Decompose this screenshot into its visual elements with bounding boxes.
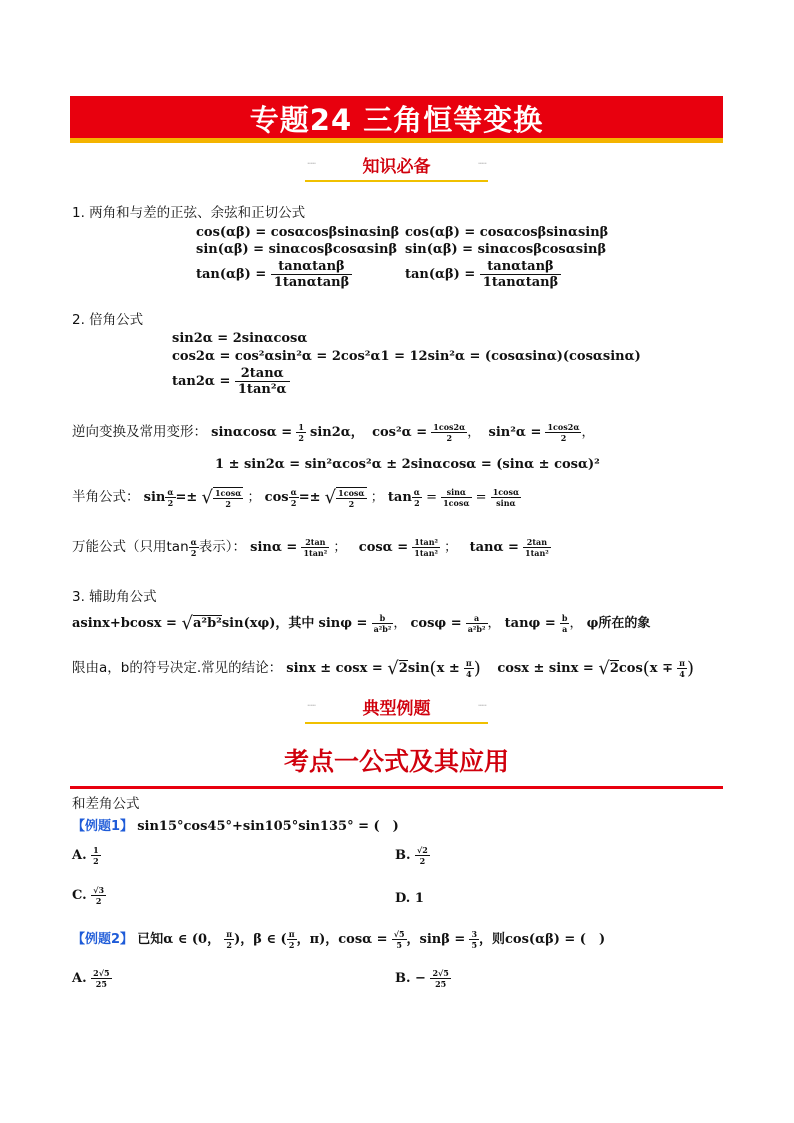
section-title: 典型例题: [362, 699, 431, 719]
formula-lhs: tanα =: [469, 540, 519, 555]
formula-rhs: sin(xφ)，其中: [221, 616, 315, 631]
fraction: [466, 613, 488, 634]
numerator: α: [290, 487, 297, 497]
numerator: π: [288, 929, 295, 939]
numerator: √5: [393, 929, 405, 939]
formula-cos-sum: cos(αβ) = cosαcosβsinαsinβ: [196, 225, 400, 240]
question-part: 已知α ∈ (0，: [137, 932, 221, 947]
numerator: 1cosα: [214, 487, 242, 498]
example-label: 【例题1】: [72, 819, 134, 834]
fraction: [491, 487, 521, 508]
fraction: [224, 929, 234, 950]
section-header-examples: [305, 694, 488, 724]
argument: x ∓: [649, 661, 673, 676]
option-b[interactable]: [395, 845, 430, 866]
formula-sin2a: sin2α = 2sinαcosα: [172, 331, 308, 346]
numerator: 2tanα: [235, 366, 290, 382]
denominator: 25: [95, 979, 107, 989]
formula-tan-diff: [405, 259, 561, 290]
separator: ；: [333, 540, 347, 555]
example-label: 【例题2】: [72, 932, 134, 947]
paren: ): [473, 658, 481, 679]
label: 半角公式：: [72, 489, 140, 505]
separator: ；: [370, 490, 384, 505]
numerator: 3: [471, 929, 478, 939]
reverse-transforms-line: 逆向变换及常用变形： sinαcosα = $\frac{1}{2}$ sin2α， cos²α = $\frac{1\cos 2\alpha}{2}$ ， sin²α = $\frac{1\cos 2\alpha}{2}$ ，: [72, 422, 595, 443]
formula-sin-sum: sin(αβ) = sinαcosβcosαsinβ: [196, 242, 398, 257]
denominator: 1tan²: [303, 548, 328, 558]
formula-lhs: sinφ =: [318, 616, 368, 631]
numerator: α: [413, 487, 420, 497]
formula-lhs: cosφ =: [410, 616, 462, 631]
formula-lhs: sinx ± cosx =: [286, 661, 388, 676]
numerator: 1cosα: [492, 487, 520, 497]
separator: ；: [444, 540, 458, 555]
formula-lhs: sinα =: [250, 540, 298, 555]
universal-formula-line: [72, 535, 551, 558]
question-part: ，sinβ =: [406, 932, 466, 947]
formula-lhs: cos: [264, 490, 289, 505]
fraction: [287, 929, 297, 950]
radicand: 2: [398, 661, 408, 676]
denominator: a²b²: [373, 624, 392, 634]
option-letter: A.: [72, 971, 87, 986]
aux-conclusion-line: [72, 656, 694, 679]
formula-lhs: tan: [387, 490, 412, 505]
equals-plus-minus: =±: [298, 490, 321, 505]
option-a[interactable]: [72, 968, 112, 989]
option-a[interactable]: [72, 845, 101, 866]
denominator: 2: [290, 498, 297, 508]
label-end: 表示）：: [198, 539, 247, 555]
aux-angle-line: asinx+bcosx = √a²b²sin(xφ)，其中 sinφ = $\frac{b}{\text{a²b²}}$ ， cosφ = $\frac{a}{\text{a²b²}}$ ， tanφ = $\frac{b}{a}$ ， φ所在的象: [72, 613, 651, 634]
option-d[interactable]: D. 1: [395, 891, 424, 906]
formula-tan2a: [172, 366, 290, 397]
numerator: b: [561, 613, 568, 623]
fraction: [523, 537, 551, 558]
denominator: 1tanαtanβ: [273, 275, 350, 290]
fraction: [431, 422, 467, 443]
denominator: 2: [414, 498, 420, 508]
fraction: [412, 487, 422, 508]
denominator: a: [562, 624, 568, 634]
topic-heading: [70, 742, 723, 789]
numerator: π: [465, 658, 472, 668]
fraction: [189, 537, 199, 558]
denominator: 2: [190, 548, 197, 558]
function-name: sin: [407, 661, 430, 676]
fraction: [677, 658, 687, 679]
formula-tan-sum: [196, 259, 352, 290]
example-1: [72, 815, 399, 834]
example-2: [72, 928, 605, 950]
denominator: 2: [298, 433, 304, 443]
fraction: [91, 968, 111, 989]
numerator: 2√5: [93, 968, 110, 978]
denominator: 1tan²: [525, 548, 549, 558]
numerator: 1tan²: [414, 537, 439, 547]
numerator: 2tan: [301, 537, 329, 548]
radical-sign: √: [201, 487, 213, 508]
decorative-dots-right: ·····: [477, 702, 486, 710]
decorative-dots-right: ·····: [477, 160, 486, 168]
denominator: 2: [167, 498, 174, 508]
numerator: 1cos2α: [547, 422, 580, 432]
formula-lhs: tan(αβ) =: [196, 267, 267, 282]
denominator: 1tan²: [414, 548, 439, 558]
fraction: [289, 487, 299, 508]
formula-identity: 1 ± sin2α = sin²αcos²α ± 2sinαcosα = (sinα ± cosα)²: [215, 457, 600, 472]
denominator: sinα: [496, 498, 516, 508]
fraction: [271, 259, 352, 290]
formula-rhs: sin2α，: [310, 425, 364, 440]
tail-text: φ所在的象: [586, 616, 651, 631]
fraction: [296, 422, 306, 443]
fraction: [480, 259, 561, 290]
numerator: sinα: [441, 487, 471, 498]
question-part: )，β ∈ (: [234, 932, 287, 947]
numerator: α: [167, 487, 174, 497]
radical-sign: √: [598, 658, 610, 679]
fraction: [336, 487, 366, 509]
denominator: 1cosα: [443, 498, 470, 508]
numerator: π: [679, 658, 685, 668]
formula-lhs: asinx+bcosx =: [72, 616, 182, 631]
fraction: [392, 929, 407, 950]
numerator: 1cosα: [338, 487, 365, 498]
function-name: cos: [618, 661, 643, 676]
denominator: 1tan²α: [237, 382, 287, 397]
question-part: ，则cos(αβ) = ( ): [479, 932, 606, 947]
topic-title: 考点一公式及其应用: [283, 747, 509, 776]
option-letter: B.: [395, 848, 411, 863]
radical-sign: √: [387, 658, 399, 679]
label: 逆向变换及常用变形：: [72, 424, 207, 440]
denominator: 2: [288, 940, 295, 950]
numerator: a: [466, 613, 488, 624]
formula-lhs: tanφ =: [504, 616, 556, 631]
numerator: √2: [417, 845, 428, 855]
denominator: 4: [679, 669, 685, 679]
denominator: 2: [419, 856, 426, 866]
denominator: 2: [226, 940, 232, 950]
numerator: b: [372, 613, 394, 624]
label: 万能公式（只用tan: [72, 539, 189, 555]
numerator: π: [226, 929, 233, 939]
denominator: 4: [466, 669, 472, 679]
formula-lhs: tan(αβ) =: [405, 267, 476, 282]
formula-lhs: sinαcosα =: [211, 425, 293, 440]
argument: x ±: [436, 661, 460, 676]
fraction: [165, 487, 175, 508]
option-c[interactable]: [72, 885, 106, 906]
denominator: 5: [471, 940, 478, 950]
separator: ；: [247, 490, 261, 505]
paren: (: [429, 658, 437, 679]
denominator: 2: [225, 498, 231, 509]
decorative-dots-left: ·····: [307, 160, 316, 168]
fraction: [235, 366, 290, 397]
formula-sin-diff: sin(αβ) = sinαcosβcosαsinβ: [405, 242, 607, 257]
denominator: 2: [93, 856, 99, 866]
option-letter: A.: [72, 848, 87, 863]
title-banner: [70, 96, 723, 143]
fraction: [301, 537, 329, 558]
sub-topic: 和差角公式: [72, 796, 140, 812]
fraction: [415, 845, 430, 866]
radical-sign: √: [181, 613, 193, 634]
fraction: [372, 613, 394, 634]
formula-lhs: cos²α =: [372, 425, 428, 440]
denominator: 2: [95, 896, 102, 906]
item-heading: 2. 倍角公式: [72, 312, 144, 328]
item-heading: 3. 辅助角公式: [72, 589, 157, 605]
decorative-dots-left: ·····: [307, 702, 316, 710]
formula-cos2a: cos2α = cos²αsin²α = 2cos²α1 = 12sin²α = (cosαsinα)(cosαsinα): [172, 349, 641, 364]
numerator: α: [190, 537, 197, 547]
formula-lhs: cosα =: [358, 540, 409, 555]
fraction: [545, 422, 581, 443]
numerator: 1: [298, 422, 304, 432]
label: 限由a，b的符号决定.常见的结论：: [72, 660, 283, 676]
fraction: [469, 929, 479, 950]
option-letter: B. −: [395, 971, 426, 986]
option-b[interactable]: [395, 968, 451, 989]
numerator: 1: [93, 845, 99, 855]
denominator: 1tanαtanβ: [482, 275, 559, 290]
denominator: 2: [560, 433, 567, 443]
numerator: 1cos2α: [433, 422, 466, 432]
fraction: [441, 487, 471, 508]
radicand: a²b²: [192, 616, 222, 631]
fraction: [560, 613, 570, 634]
section-title: 知识必备: [362, 157, 431, 177]
formula-lhs: sin: [143, 490, 166, 505]
page-title: 专题24 三角恒等变换: [249, 103, 544, 137]
paren: ): [686, 658, 694, 679]
fraction: [213, 487, 243, 509]
numerator: 2√5: [432, 968, 449, 978]
formula-lhs: cosx ± sinx =: [497, 661, 599, 676]
denominator: 25: [435, 979, 447, 989]
denominator: a²b²: [467, 624, 486, 634]
radicand: 2: [609, 661, 619, 676]
fraction: [91, 845, 101, 866]
denominator: 2: [348, 498, 355, 509]
fraction: [412, 537, 440, 558]
denominator: 5: [396, 940, 402, 950]
fraction: [91, 885, 106, 906]
question-part: ，π)，cosα =: [296, 932, 388, 947]
numerator: tanαtanβ: [271, 259, 352, 275]
formula-cos-diff: cos(αβ) = cosαcosβsinαsinβ: [405, 225, 609, 240]
formula-lhs: tan2α =: [172, 374, 231, 389]
equals-plus-minus: =±: [175, 490, 198, 505]
option-letter: C.: [72, 888, 87, 903]
formula-lhs: sin²α =: [488, 425, 542, 440]
fraction: [430, 968, 450, 989]
denominator: 2: [446, 433, 453, 443]
item-heading: 1. 两角和与差的正弦、余弦和正切公式: [72, 205, 306, 221]
numerator: √3: [93, 885, 105, 895]
question-text: sin15°cos45°+sin105°sin135° = ( ): [137, 819, 399, 834]
half-angle-line: 半角公式： sin $\frac{\alpha}{2}$ =± √ $\frac{1\cos\alpha}{2}$ ； cos $\frac{\alpha}{2}$ =± √ $\frac{1\cos\alpha}{2}$ ； tan $\frac{\alpha}{2}$ = $\frac{\sin\alpha}{1\cos\alpha}$ = $\frac{1\cos\alpha}{\sin\alpha}$: [72, 487, 520, 509]
paren: (: [642, 658, 650, 679]
fraction: [464, 658, 474, 679]
radical-sign: √: [324, 487, 337, 508]
section-header-knowledge: [305, 152, 488, 182]
numerator: tanαtanβ: [480, 259, 561, 275]
numerator: 2tan: [523, 537, 551, 548]
